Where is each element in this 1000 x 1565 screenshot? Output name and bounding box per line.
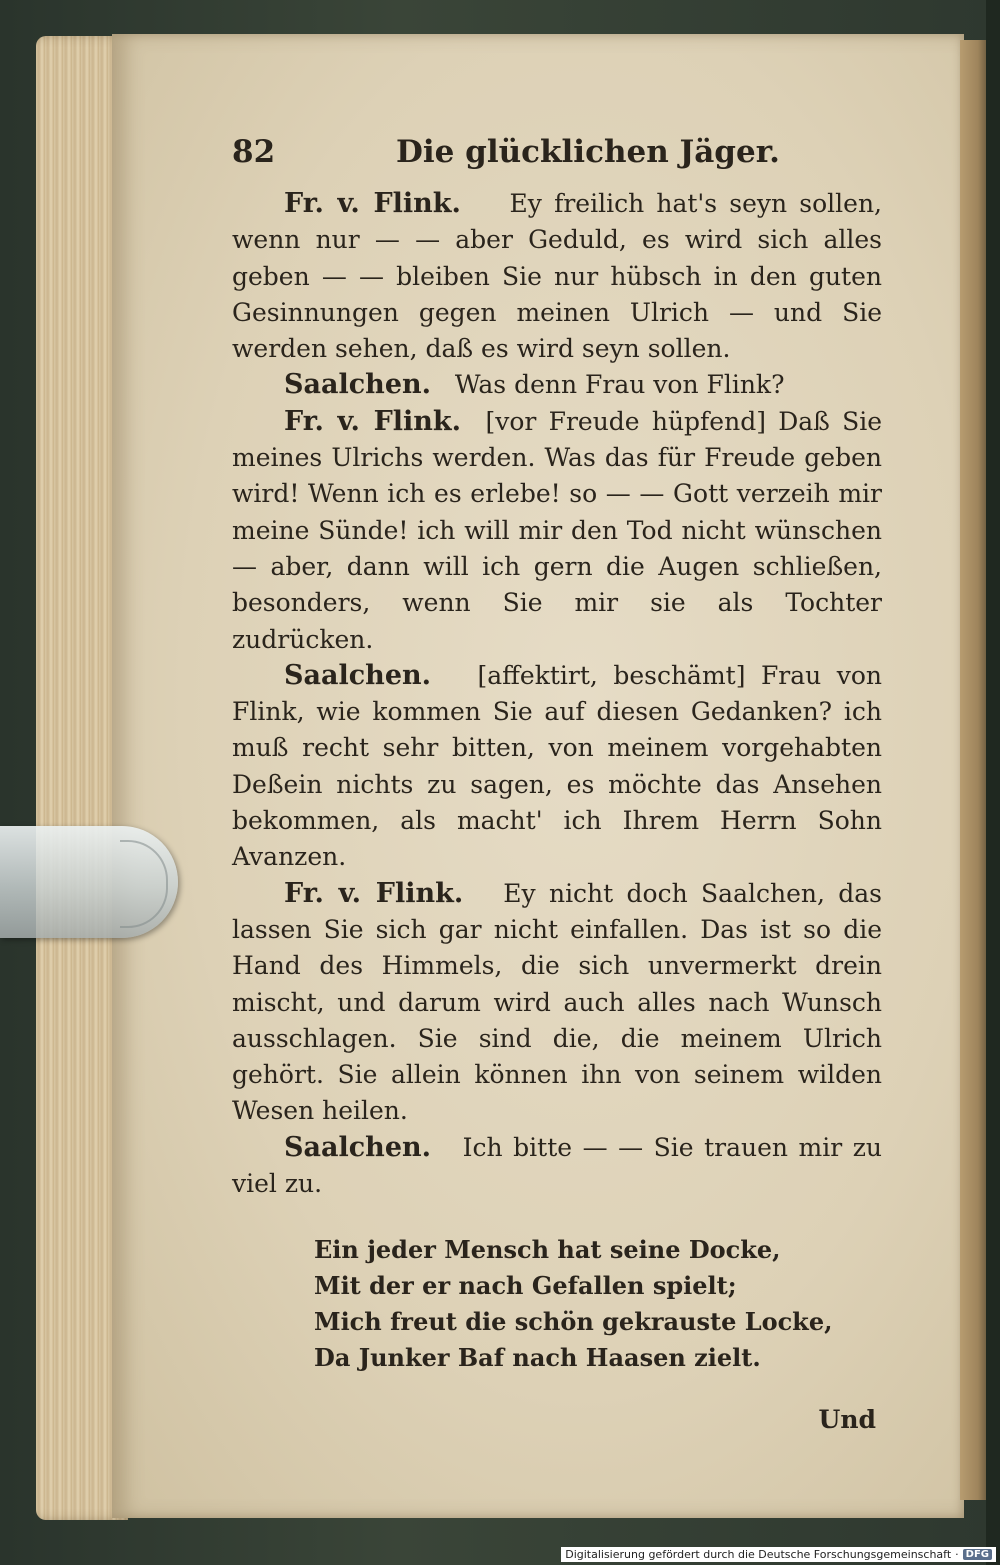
speaker: Saalchen.: [284, 369, 432, 401]
credit-text: Digitalisierung gefördert durch die Deutsche Forschungsgemeinschaft: [565, 1548, 952, 1561]
verse-line: Mich freut die schön gekrauste Locke,: [314, 1307, 833, 1337]
stage-direction: [affektirt, beschämt]: [477, 660, 746, 690]
speaker: Saalchen.: [284, 1131, 432, 1163]
speech: Daß Sie meines Ulrichs werden. Was das für Freude geben wird! Wenn ich es erlebe! so — — Gott verzeih mir meine Sünde! ich will mir den Tod nicht wünschen — aber, dann will ich gern die Augen schließen, besonders, wenn Sie mir sie als Tochter zudrücken.: [232, 406, 883, 654]
page-number: 82: [232, 134, 276, 170]
speaker: Fr. v. Flink.: [284, 405, 462, 437]
paragraph: [232, 658, 882, 876]
speaker: Fr. v. Flink.: [284, 188, 461, 219]
page-header: [232, 128, 882, 186]
digitization-credit: Digitalisierung gefördert durch die Deutsche Forschungsgemeinschaft · DFG: [561, 1547, 996, 1562]
paragraph: [232, 1130, 882, 1203]
verse-line: Mit der er nach Gefallen spielt;: [314, 1271, 737, 1301]
speech: Ey freilich hat's seyn sollen, wenn nur — — aber Geduld, es wird sich alles geben — — bleiben Sie nur hübsch in den guten Gesinnungen gegen meinen Ulrich — und Sie werden sehen, daß es wird seyn sollen.: [232, 189, 882, 364]
paragraph: [232, 367, 882, 403]
speech: Ey nicht doch Saalchen, das lassen Sie sich gar nicht einfallen. Das ist so die Hand des Himmels, die sich unvermerkt drein mischt, und darum wird auch alles nach Wunsch ausschlagen. Sie sind die, die meinem Ulrich gehört. Sie allein können ihn von seinem wilden Wesen heilen.: [232, 878, 882, 1126]
speech: Was denn Frau von Flink?: [454, 370, 785, 400]
paragraph: [232, 876, 882, 1130]
verse-line: Da Junker Baf nach Haasen zielt.: [314, 1343, 761, 1373]
speaker: Fr. v. Flink.: [284, 877, 464, 909]
page-text: [232, 128, 882, 1439]
catchword: Und: [818, 1405, 876, 1435]
stage-direction: [vor Freude hüpfend]: [485, 406, 766, 436]
verse-line: Ein jeder Mensch hat seine Docke,: [314, 1235, 781, 1265]
dfg-logo-icon: DFG: [963, 1549, 992, 1560]
verse-block: [314, 1232, 882, 1376]
speaker: Saalchen.: [284, 659, 432, 691]
speech: Ich bitte — — Sie trauen mir zu viel zu.: [232, 1132, 882, 1199]
running-title: Die glücklichen Jäger.: [396, 134, 780, 170]
scanner-border: [986, 0, 1000, 1565]
speech: Frau von Flink, wie kommen Sie auf diesen Gedanken? ich muß recht sehr bitten, von meinem vorgehabten Deßein nichts zu sagen, es möchte das Ansehen bekommen, als macht' ich Ihrem Herrn Sohn Avanzen.: [232, 660, 883, 872]
paragraph: [232, 404, 882, 658]
paragraph: [232, 186, 882, 367]
